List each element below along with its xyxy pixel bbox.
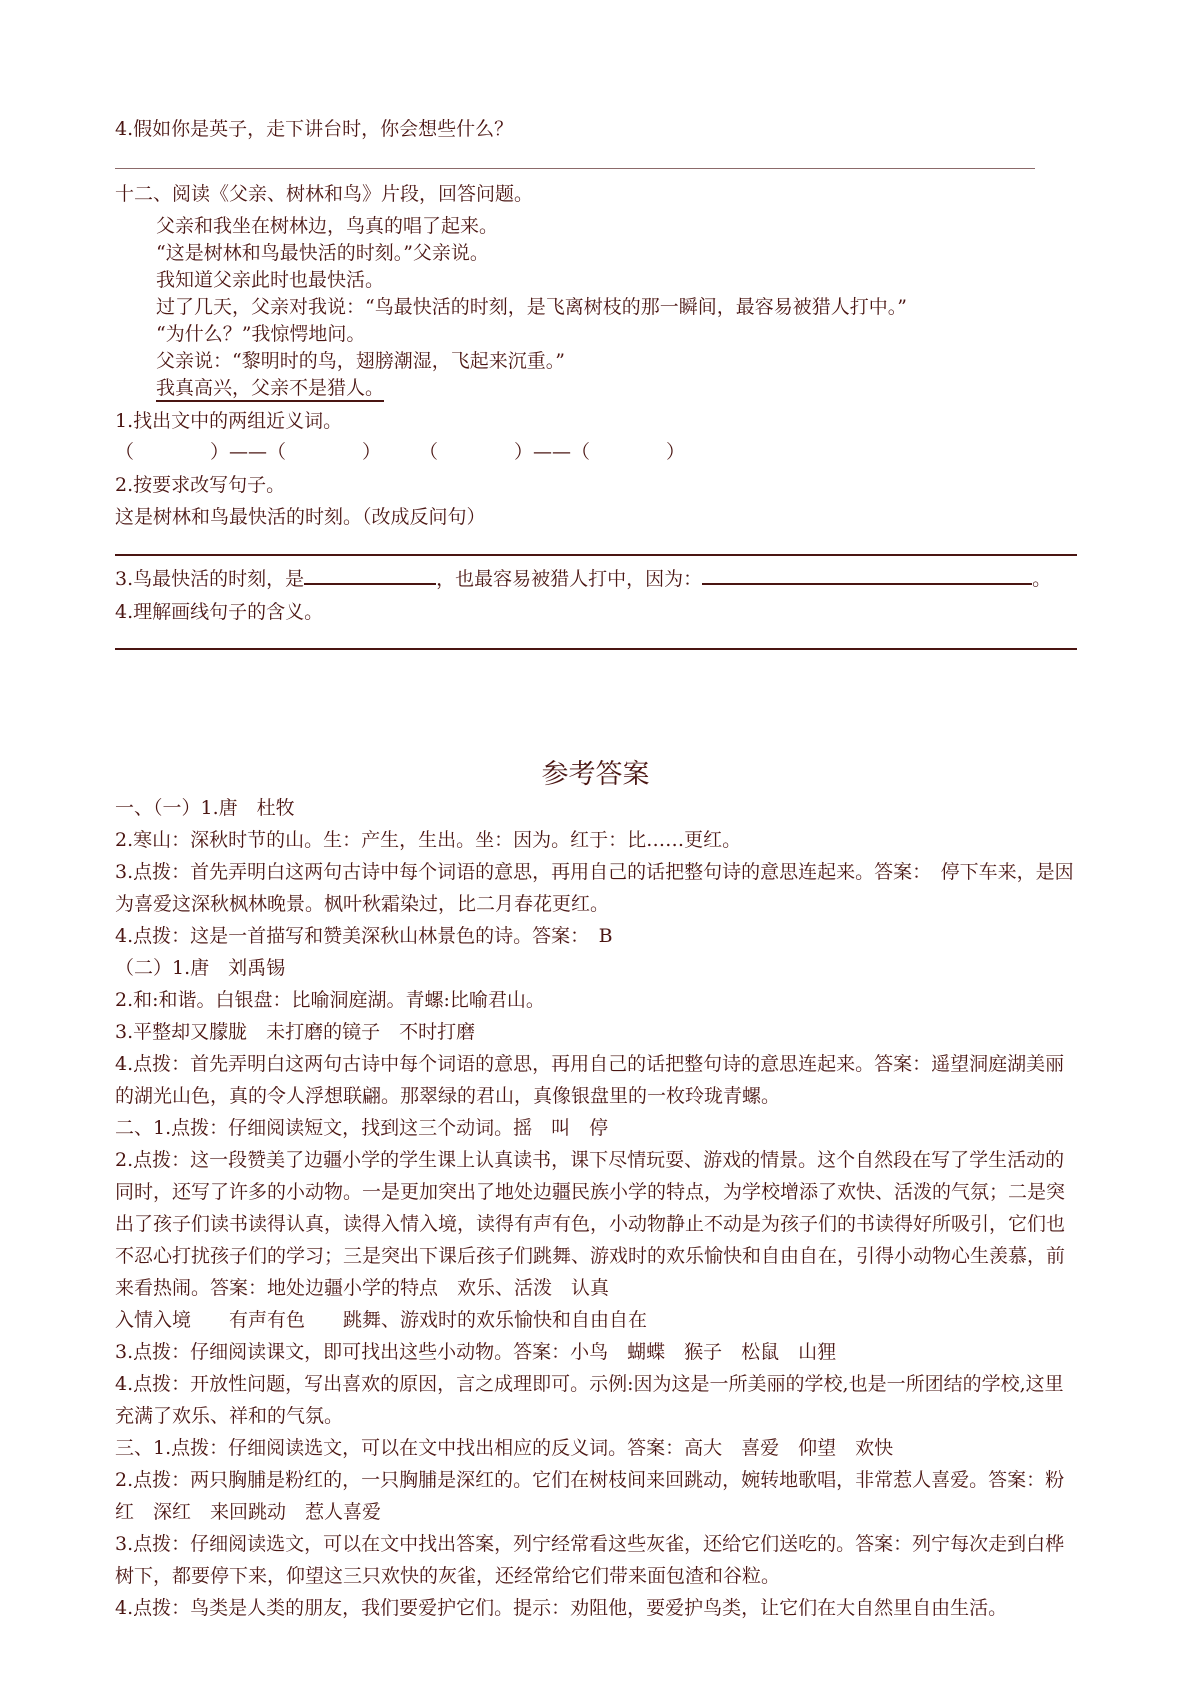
answer-line: （二）1.唐 刘禹锡 xyxy=(115,957,286,979)
question-2-sentence: 这是树林和鸟最快活的时刻。（改成反问句） xyxy=(115,506,486,528)
question-1-blanks: （ ）——（ ） （ ）——（ ） xyxy=(115,441,686,463)
question-4: 4.理解画线句子的含义。 xyxy=(115,601,324,623)
question-3-part-a: 3.鸟最快活的时刻，是 xyxy=(115,568,305,590)
answers-title: 参考答案 xyxy=(541,759,650,790)
answer-blank xyxy=(304,567,436,585)
answer-line: 3.点拨：仔细阅读课文，即可找出这些小动物。答案：小鸟 蝴蝶 猴子 松鼠 山狸 xyxy=(115,1341,837,1363)
question-3 xyxy=(115,566,1051,592)
answer-line: 三、1.点拨：仔细阅读选文，可以在文中找出相应的反义词。答案：高大 喜爱 仰望 欢快 xyxy=(115,1437,894,1459)
passage-line: “这是树林和鸟最快活的时刻。”父亲说。 xyxy=(156,242,489,264)
answer-line: 4.点拨：开放性问题，写出喜欢的原因，言之成理即可。示例:因为这是一所美丽的学校,也是一所团结的学校,这里充满了欢乐、祥和的气氛。 xyxy=(115,1373,1064,1427)
answer-line: 2.和:和谐。白银盘：比喻洞庭湖。青螺:比喻君山。 xyxy=(115,989,545,1011)
answer-line: 4.点拨：首先弄明白这两句古诗中每个词语的意思，再用自己的话把整句诗的意思连起来。答案：遥望洞庭湖美丽的湖光山色，真的令人浮想联翩。那翠绿的君山，真像银盘里的一枚玲珑青螺。 xyxy=(115,1053,1065,1107)
question-1: 1.找出文中的两组近义词。 xyxy=(115,410,343,432)
underlined-text: 我真高兴，父亲不是猎人。 xyxy=(156,377,384,402)
answer-line: 4.点拨：鸟类是人类的朋友，我们要爱护它们。提示：劝阻他，要爱护鸟类，让它们在大自然里自由生活。 xyxy=(115,1597,1008,1619)
answer-line xyxy=(115,648,1077,650)
question-3-part-b: ，也最容易被猎人打中，因为： xyxy=(436,568,703,590)
answer-line: 3.点拨：仔细阅读选文，可以在文中找出答案，列宁经常看这些灰雀，还给它们送吃的。答案：列宁每次走到白桦树下，都要停下来，仰望这三只欢快的灰雀，还经常给它们带来面包渣和谷粒。 xyxy=(115,1533,1065,1587)
answer-line xyxy=(115,168,1035,169)
question-3-part-c: 。 xyxy=(1032,568,1052,590)
answer-line: 入情入境 有声有色 跳舞、游戏时的欢乐愉快和自由自在 xyxy=(115,1309,648,1331)
section-12-heading: 十二、阅读《父亲、树林和鸟》片段，回答问题。 xyxy=(115,183,534,205)
question-4-yingzi: 4.假如你是英子，走下讲台时，你会想些什么？ xyxy=(115,118,514,140)
passage-line: 过了几天，父亲对我说：“鸟最快活的时刻，是飞离树枝的那一瞬间，最容易被猎人打中。” xyxy=(156,296,907,318)
passage-line: “为什么？”我惊愕地问。 xyxy=(156,323,366,345)
answer-line: 4.点拨：这是一首描写和赞美深秋山林景色的诗。答案： B xyxy=(115,925,613,947)
passage-line: 我知道父亲此时也最快活。 xyxy=(156,269,385,291)
answer-line xyxy=(115,554,1077,556)
answer-line: 一、（一）1.唐 杜牧 xyxy=(115,797,295,819)
answer-line: 3.点拨：首先弄明白这两句古诗中每个词语的意思，再用自己的话把整句诗的意思连起来。答案： 停下车来，是因为喜爱这深秋枫林晚景。枫叶秋霜染过，比二月春花更红。 xyxy=(115,861,1074,915)
answer-blank xyxy=(702,567,1032,585)
passage-line: 父亲说：“黎明时的鸟，翅膀潮湿，飞起来沉重。” xyxy=(156,350,565,372)
passage-line: 父亲和我坐在树林边，鸟真的唱了起来。 xyxy=(156,215,499,237)
answer-line: 2.点拨：两只胸脯是粉红的，一只胸脯是深红的。它们在树枝间来回跳动，婉转地歌唱，非常惹人喜爱。答案：粉红 深红 来回跳动 惹人喜爱 xyxy=(115,1469,1065,1523)
answer-line: 3.平整却又朦胧 未打磨的镜子 不时打磨 xyxy=(115,1021,476,1043)
answer-line: 二、1.点拨：仔细阅读短文，找到这三个动词。摇 叫 停 xyxy=(115,1117,609,1139)
answer-line: 2.寒山：深秋时节的山。生：产生，生出。坐：因为。红于：比……更红。 xyxy=(115,829,742,851)
question-2: 2.按要求改写句子。 xyxy=(115,474,286,496)
answer-line: 2.点拨：这一段赞美了边疆小学的学生课上认真读书，课下尽情玩耍、游戏的情景。这个自然段在写了学生活动的同时，还写了许多的小动物。一是更加突出了地处边疆民族小学的特点，为学校增添了欢快、活泼的气氛；二是突出了孩子们读书读得认真，读得入情入境，读得有声有色，小动物静止不动是为孩子们的书读得好所吸引，它们也不忍心打扰孩子们的学习；三是突出下课后孩子们跳舞、游戏时的欢乐愉快和自由自在，引得小动物心生羡慕，前来看热闹。答案：地处边疆小学的特点 欢乐、活泼 认真 xyxy=(115,1149,1066,1299)
underlined-sentence xyxy=(156,375,384,401)
